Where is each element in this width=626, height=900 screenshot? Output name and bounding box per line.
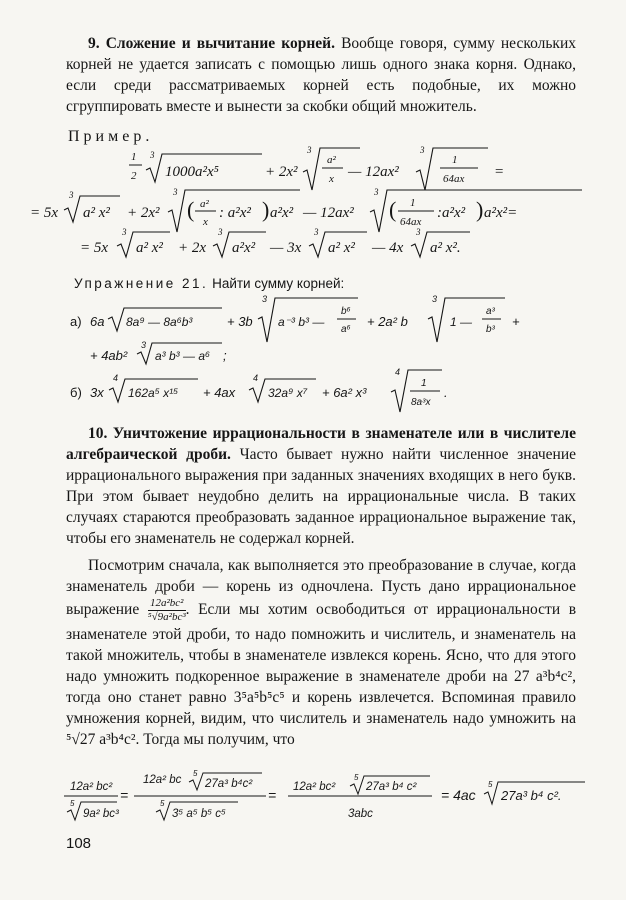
- svg-text:1: 1: [131, 151, 137, 163]
- svg-text:— 3x: — 3x: [270, 240, 302, 256]
- svg-text:64ax: 64ax: [400, 216, 422, 228]
- svg-text:+ 3b: + 3b: [227, 314, 253, 329]
- svg-text:.: .: [444, 385, 448, 400]
- svg-text:+ 2a² b: + 2a² b: [367, 314, 408, 329]
- svg-text:5: 5: [193, 769, 198, 778]
- final-n3: 12a² bc²: [293, 781, 336, 793]
- inline-fraction-denominator: ⁵√9a²bc³: [147, 611, 186, 623]
- svg-text:5: 5: [70, 799, 75, 808]
- svg-text:b⁶: b⁶: [341, 306, 351, 317]
- svg-text:1: 1: [410, 197, 416, 209]
- svg-text:;: ;: [223, 348, 227, 363]
- svg-text:3: 3: [173, 187, 178, 197]
- svg-text:a²x²: a²x²: [232, 240, 256, 256]
- section-10-text-2b: . Если мы хотим освободиться от иррациональности в знаменателе этой дроби, то надо помножить и числитель, и знаменатель на такой множитель, чтобы в знаменателе извлекся корень. Ясно, что для этого надо умножить подкоренное выражение в знаменателе дроби на 27 a³b⁴c², тогда оно станет равно 3⁵a⁵b⁵c⁵ и корень извлечется. Вспоминая правило умножения корней, видим, что числитель и знаменатель надо умножить на ⁵√27 a³b⁴c². Тогда мы получим, что: [66, 601, 577, 748]
- svg-text:a² x²: a² x²: [136, 240, 163, 256]
- inline-fraction-numerator: 12a²bc²: [148, 597, 186, 611]
- svg-text:a⁶: a⁶: [341, 324, 351, 335]
- svg-text:3: 3: [150, 150, 155, 160]
- svg-text:3x: 3x: [90, 385, 104, 400]
- svg-text:a² x²: a² x²: [83, 205, 110, 221]
- section-10-text-1: Часто бывает нужно найти численное значение иррационального выражения при заданных значениях входящих в него букв. При этом бывает неудобно делить на иррациональные числа. В таких случаях стараются преобразовать заданное иррациональное выражение так, чтобы его знаменатель не содержал корней.: [66, 446, 577, 547]
- svg-text:5: 5: [160, 799, 165, 808]
- final-d2: 3⁵ a⁵ b⁵ c⁵: [172, 808, 226, 820]
- svg-text:): ): [262, 197, 270, 222]
- svg-text:27a³ b⁴c²: 27a³ b⁴c²: [205, 778, 253, 790]
- svg-text:3: 3: [420, 145, 425, 155]
- example-label: Пример.: [68, 128, 154, 145]
- svg-text:27a³ b⁴ c².: 27a³ b⁴ c².: [501, 788, 562, 803]
- svg-text:3: 3: [416, 227, 421, 237]
- svg-text:— 4x: — 4x: [372, 240, 404, 256]
- svg-text:— 12ax²: — 12ax²: [348, 164, 399, 180]
- svg-text:x: x: [329, 173, 334, 185]
- svg-text:a⁻³ b³ —: a⁻³ b³ —: [278, 315, 325, 329]
- svg-text:1: 1: [452, 154, 458, 166]
- svg-text:162a⁵ x¹⁵: 162a⁵ x¹⁵: [128, 386, 179, 400]
- svg-text:(: (: [389, 197, 397, 222]
- svg-text:=: =: [120, 787, 129, 803]
- svg-text:a²: a²: [200, 198, 209, 210]
- svg-text:+ 2x: + 2x: [178, 240, 207, 256]
- svg-text:3: 3: [122, 227, 127, 237]
- svg-text:a³: a³: [486, 306, 495, 317]
- svg-text:32a⁹ x⁷: 32a⁹ x⁷: [268, 386, 308, 400]
- svg-text:(: (: [187, 197, 195, 222]
- svg-text:= 5x: = 5x: [80, 240, 109, 256]
- svg-text:4: 4: [113, 373, 119, 383]
- final-d1: 9a² bc³: [83, 808, 119, 820]
- final-n2: 12a² bc: [143, 774, 182, 786]
- page-number: 108: [66, 835, 92, 852]
- svg-text:8a³x: 8a³x: [411, 397, 431, 408]
- final-n1: 12a² bc²: [70, 781, 113, 793]
- svg-text:— 12ax²: — 12ax²: [303, 205, 354, 221]
- svg-text:4: 4: [253, 373, 259, 383]
- section-9-text: Вообще говоря, сумму нескольких корней не удается записать с помощью лишь одного знака корня. Однако, если среди рассматриваемых корней есть подобные, их можно сгруппировать вместе и вынести за скобки общий множитель.: [66, 35, 576, 115]
- svg-text:+ 4ax: + 4ax: [203, 385, 236, 400]
- section-9-heading: 9. Сложение и вычитание корней.: [88, 35, 335, 52]
- svg-text:a²: a²: [327, 154, 336, 166]
- svg-text:= 4ac: = 4ac: [441, 787, 476, 803]
- svg-text:8a⁹ — 8a⁶b³: 8a⁹ — 8a⁶b³: [126, 315, 193, 329]
- svg-text:+ 6a² x³: + 6a² x³: [322, 385, 367, 400]
- svg-text:5: 5: [354, 773, 359, 782]
- svg-text:64ax: 64ax: [443, 173, 465, 185]
- svg-text:1 —: 1 —: [450, 315, 473, 329]
- exercise-21-label: Упражнение 21.: [74, 276, 209, 291]
- svg-text::a²x²: :a²x²: [437, 205, 466, 221]
- svg-text:a²x²: a²x²: [270, 205, 294, 221]
- svg-text:= 5x: = 5x: [30, 205, 59, 221]
- svg-text:=: =: [268, 787, 277, 803]
- svg-text:6a: 6a: [90, 314, 105, 329]
- svg-text:b³: b³: [486, 324, 495, 335]
- svg-text:a³ b³ — a⁶: a³ b³ — a⁶: [155, 349, 210, 363]
- svg-text:5: 5: [488, 780, 493, 789]
- svg-text:1000a²x⁵: 1000a²x⁵: [165, 164, 219, 180]
- svg-text:a² x².: a² x².: [430, 240, 461, 256]
- svg-text:3: 3: [218, 227, 223, 237]
- svg-text:+ 2x²: + 2x²: [265, 164, 298, 180]
- exercise-21-task: Найти сумму корней:: [212, 276, 345, 291]
- svg-text:3: 3: [374, 187, 379, 197]
- svg-text:б): б): [70, 385, 82, 400]
- section-10-heading: 10. Уничтожение иррациональности в знаменателе или в числителе алгебраической дроби.: [66, 425, 576, 463]
- svg-text:27a³ b⁴ c²: 27a³ b⁴ c²: [366, 781, 417, 793]
- svg-text:+ 4ab²: + 4ab²: [90, 348, 128, 363]
- svg-text:3: 3: [262, 294, 268, 304]
- svg-text:a² x²: a² x²: [328, 240, 355, 256]
- final-d3: 3abc: [348, 808, 373, 820]
- svg-text:a²x²=: a²x²=: [484, 205, 518, 221]
- svg-text:3: 3: [69, 190, 74, 200]
- svg-text:): ): [476, 197, 484, 222]
- svg-text:1: 1: [421, 378, 427, 389]
- svg-text:3: 3: [141, 340, 147, 350]
- svg-text:3: 3: [432, 294, 438, 304]
- svg-text:+ 2x²: + 2x²: [127, 205, 160, 221]
- svg-text:2: 2: [131, 170, 137, 182]
- svg-text:=: =: [494, 164, 505, 180]
- svg-text:а): а): [70, 314, 82, 329]
- svg-text:4: 4: [395, 367, 401, 377]
- svg-text:+: +: [512, 314, 520, 329]
- svg-text:: a²x²: : a²x²: [219, 205, 251, 221]
- svg-text:3: 3: [307, 145, 312, 155]
- svg-text:x: x: [203, 216, 208, 228]
- section-10-text-2a: Посмотрим сначала, как выполняется это преобразование в случае, когда знаменатель дроби — корень из одночлена. Пусть дано иррациональное выражение: [66, 557, 576, 619]
- svg-text:3: 3: [314, 227, 319, 237]
